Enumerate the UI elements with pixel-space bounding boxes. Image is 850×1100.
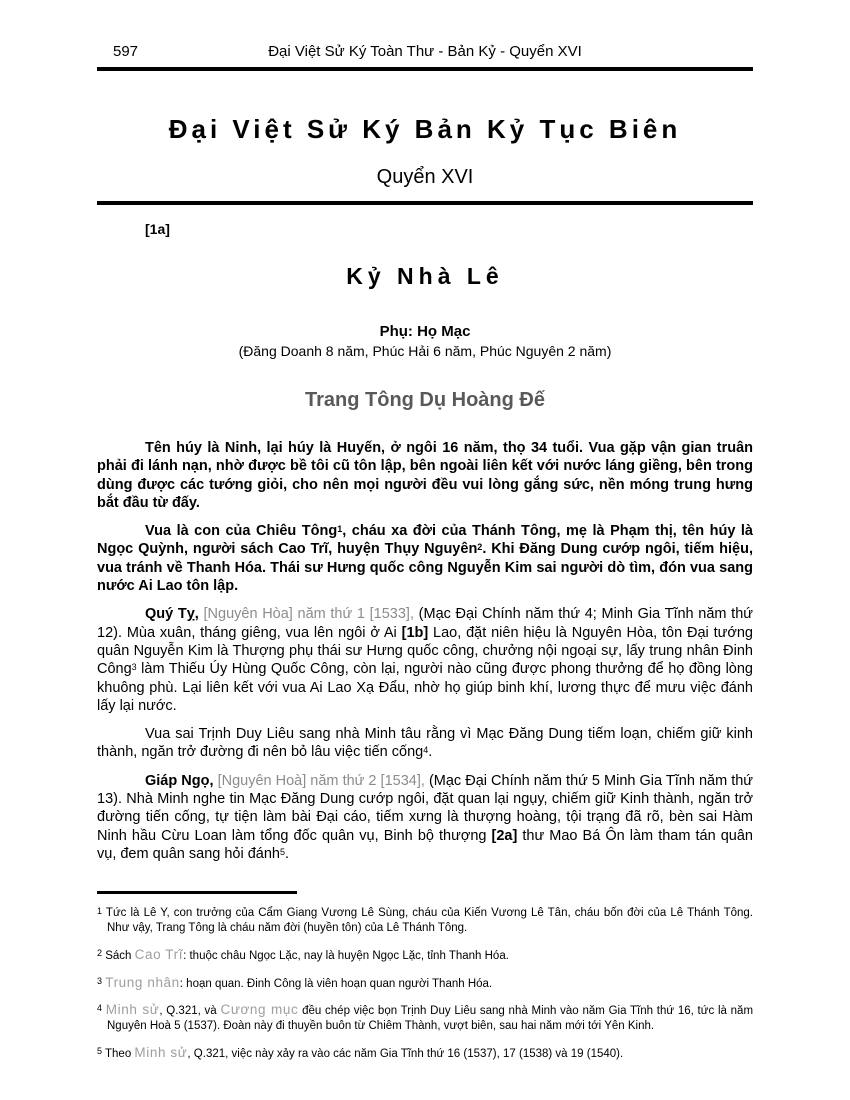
body-paragraph: [97, 772, 753, 863]
text-segment: 4: [423, 745, 429, 756]
text-segment: Lao, đặt niên hiệu là Nguyên Hòa, tôn Đại tướng quân Nguyễn Kim là Thượng phụ thái sư Hưng quốc công, chưởng nội ngoại sự, lấy trung nhân Đinh Công: [97, 624, 753, 678]
text-segment: [1b]: [401, 624, 429, 641]
section-heading: Kỷ Nhà Lê: [346, 263, 504, 289]
text-segment: Sách: [102, 949, 135, 962]
volume-title: Quyển XVI: [376, 166, 474, 188]
text-segment: [2a]: [491, 827, 518, 844]
text-segment: Cao Trĩ: [134, 946, 184, 962]
title-rule: [97, 201, 753, 205]
running-header-title: Đại Việt Sử Ký Toàn Thư - Bản Kỷ - Quyển XVI: [268, 43, 582, 60]
body-text: [97, 439, 753, 863]
footnote: [97, 906, 753, 936]
footnote-separator: [97, 891, 297, 894]
text-segment: , cháu xa đời của Thánh Tông, mẹ là Phạm thị, tên húy là Ngọc Quỳnh, người sách Cao Trĩ, huyện Thụy Nguyên: [97, 523, 753, 558]
footnote: [97, 976, 753, 992]
text-segment: đều chép việc bọn Trịnh Duy Liêu sang nhà Minh vào năm Gia Tĩnh thứ 16, tức là năm Nguyên Hoà 5 (1537). Đoàn này đi thuyền buôn từ Chiêm Thành, vượt biên, sau hai năm mới tới Yên Kinh.: [107, 1005, 754, 1033]
sub-note: (Đăng Doanh 8 năm, Phúc Hải 6 năm, Phúc Nguyên 2 năm): [238, 343, 612, 359]
page-header: [97, 0, 753, 60]
text-segment: 4: [97, 1003, 103, 1014]
text-segment: : hoạn quan. Đinh Công là viên hoạn quan người Thanh Hóa.: [179, 977, 493, 990]
sub-heading: Phụ: Họ Mạc: [379, 323, 471, 340]
text-segment: 2: [97, 947, 103, 958]
text-segment: [Nguyên Hoà] năm thứ 2 [1534],: [217, 772, 429, 789]
text-segment: 5: [97, 1046, 103, 1057]
text-segment: Giáp Ngọ,: [145, 772, 218, 789]
header-rule: [97, 67, 753, 71]
text-segment: Trung nhân: [105, 974, 180, 990]
body-paragraph: [97, 522, 753, 595]
text-segment: . Khi Đăng Dung cướp ngôi, tiếm hiệu, vua tránh về Thanh Hóa. Thái sư Hưng quốc công Nguyễn Kim sai người dò tìm, đón vua sang nước Ai Lao tôn lập.: [97, 541, 753, 595]
text-segment: thư Mao Bá Ôn làm tham tán quân vụ, đem quân sang hỏi đánh: [97, 827, 753, 862]
text-segment: Minh sử: [134, 1045, 188, 1061]
footnotes: [97, 906, 753, 1062]
footnote: [97, 1046, 753, 1062]
folio-marker: [1a]: [145, 221, 170, 237]
text-segment: 3: [131, 662, 137, 673]
text-segment: , Q.321, và: [159, 1005, 221, 1018]
text-segment: 1: [337, 524, 343, 535]
text-segment: (Mạc Đại Chính năm thứ 4; Minh Gia Tĩnh năm thứ 12). Mùa xuân, tháng giêng, vua lên ngôi ở Ai: [97, 606, 753, 641]
footnote: [97, 948, 753, 964]
body-paragraph: [97, 439, 753, 512]
text-segment: Tức là Lê Y, con trưởng của Cẩm Giang Vương Lê Sùng, cháu của Kiến Vương Lê Tân, cháu bốn đời của Lê Thánh Tông. Như vậy, Trang Tông là cháu năm đời (huyền tôn) của Lê Thánh Tông.: [102, 907, 753, 935]
body-paragraph: [97, 725, 753, 762]
emperor-heading: Trang Tông Dụ Hoàng Đế: [305, 389, 545, 411]
text-segment: Vua là con của Chiêu Tông: [145, 523, 338, 540]
page-number: 597: [113, 43, 139, 60]
text-segment: Cương mục: [220, 1002, 299, 1018]
body-paragraph: [97, 605, 753, 715]
text-segment: 1: [97, 906, 103, 917]
main-title: Đại Việt Sử Ký Bản Kỷ Tục Biên: [168, 114, 682, 144]
text-segment: Minh sử: [105, 1002, 160, 1018]
text-segment: .: [285, 845, 290, 862]
text-segment: 3: [97, 975, 103, 986]
text-segment: Tên húy là Ninh, lại húy là Huyến, ở ngôi 16 năm, thọ 34 tuổi. Vua gặp vận gian truân phải đi lánh nạn, nhờ được bề tôi cũ tôn lập, bên ngoài liên kết với nước láng giềng, bên trong dùng được các tướng giỏi, cho nên mọi người đều vui lòng gắng sức, nền móng trung hưng bắt đầu từ đấy.: [97, 440, 753, 511]
text-segment: Theo: [102, 1048, 135, 1061]
text-segment: Vua sai Trịnh Duy Liêu sang nhà Minh tâu rằng vì Mạc Đăng Dung tiếm loạn, chiếm giữ kinh thành, ngăn trở đường đi nên bỏ lâu việc tiến cống: [97, 726, 753, 761]
text-segment: : thuộc châu Ngọc Lặc, nay là huyện Ngọc Lặc, tỉnh Thanh Hóa.: [183, 949, 509, 962]
text-segment: (Mạc Đại Chính năm thứ 5 Minh Gia Tĩnh năm thứ 13). Nhà Minh nghe tin Mạc Đăng Dung cướp ngôi, đặt quan lại ngụy, chiếm giữ Kinh thành, ngăn trở đường tiến cống, tự tiện làm bài Đại cáo, tiếm xưng là thượng hoàng, tội trạng đã rõ, bèn sai Hàm Ninh hầu Cừu Loan làm tổng đốc quân vụ, Binh bộ thượng: [97, 772, 754, 844]
text-segment: 2: [477, 542, 483, 553]
text-segment: làm Thiếu Úy Hùng Quốc Công, còn lại, người nào cũng được phong thưởng để họ đồng lòng khuông phù. Lại liên kết với vua Ai Lao Xạ Đẩu, nhờ họ giúp binh khí, lương thực để mưu việc đánh lấy lại nước.: [97, 661, 753, 714]
text-segment: , Q.321, việc này xảy ra vào các năm Gia Tĩnh thứ 16 (1537), 17 (1538) và 19 (1540).: [187, 1048, 624, 1061]
text-segment: .: [428, 744, 433, 761]
text-segment: [Nguyên Hòa] năm thứ 1 [1533],: [203, 606, 419, 623]
footnote: [97, 1003, 753, 1034]
text-segment: Quý Tỵ,: [145, 606, 204, 623]
text-segment: 5: [280, 846, 286, 857]
